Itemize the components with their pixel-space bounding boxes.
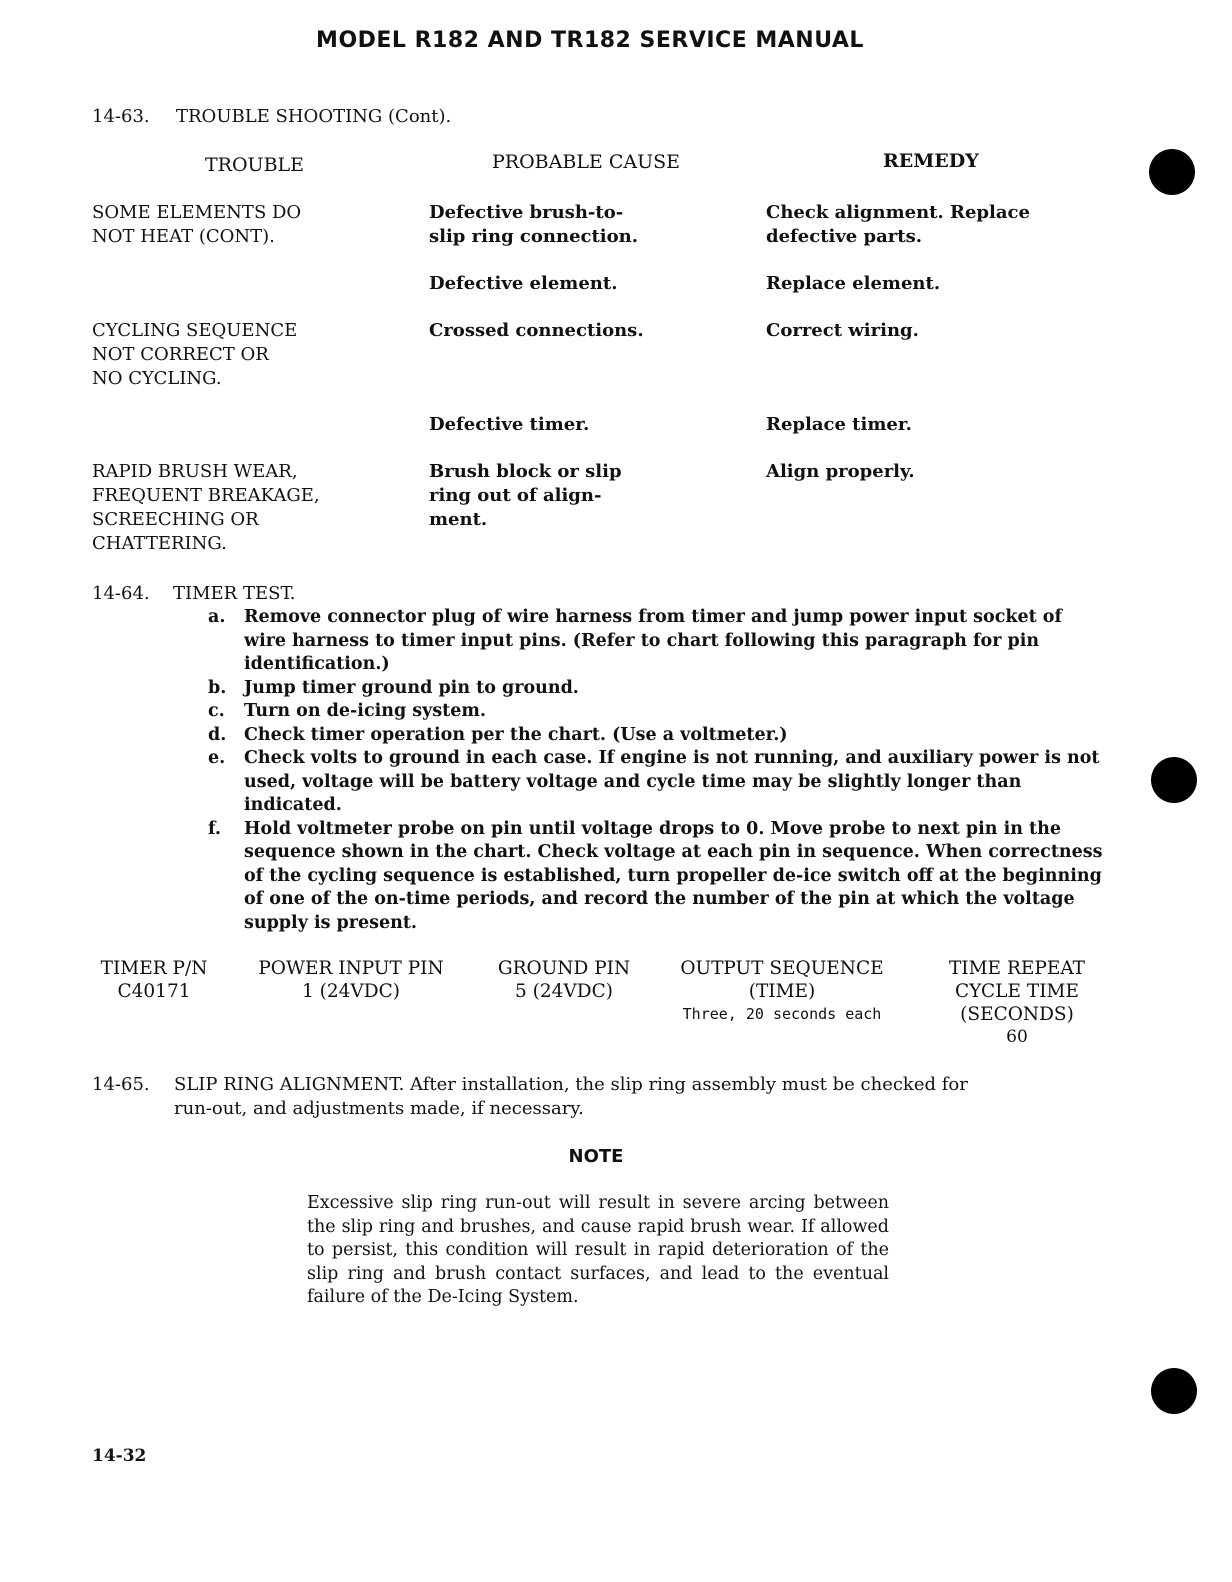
step-f: f. Hold voltmeter probe on pin until voltage drops to 0. Move probe to next pin in the sequence shown in the chart. Check voltage at each pin in sequence. When correctness of the cycling sequence is established, turn propeller de-ice switch off at the beginning of one of the on-time periods, and record the number of the pin at which the voltage supply is present. bbox=[208, 818, 1103, 933]
step-a: a. Remove connector plug of wire harness from timer and jump power input socket of wire harness to timer input pins. (Refer to chart following this paragraph for pin identification.) bbox=[208, 607, 1062, 674]
step-e: e. Check volts to ground in each case. If engine is not running, and auxiliary power is not used, voltage will be battery voltage and cycle time may be slightly longer than indicated. bbox=[208, 748, 1100, 815]
ground-pin-value: 5 (24VDC) bbox=[515, 981, 613, 1002]
trouble-line: CYCLING SEQUENCE bbox=[92, 320, 298, 341]
manual-title: MODEL R182 AND TR182 SERVICE MANUAL bbox=[316, 28, 864, 53]
cause-line: Defective brush-to- bbox=[429, 202, 624, 223]
trouble-cell bbox=[92, 319, 392, 391]
step-d: d. Check timer operation per the chart. (Use a voltmeter.) bbox=[208, 724, 788, 745]
remedy-cell bbox=[766, 413, 1086, 437]
cycle-time-value: 60 bbox=[1006, 1027, 1028, 1047]
remedy-line: Align properly. bbox=[766, 461, 915, 482]
note-text: Excessive slip ring run-out will result in severe arcing between the slip ring and brushes, and cause rapid brush wear. If allowed to persist, this condition will result in rapid deterioration of the slip ring and brush contact surfaces, and lead to the eventual failure of the De-Icing System. bbox=[307, 1193, 889, 1307]
cause-line: Brush block or slip bbox=[429, 461, 622, 482]
trouble-line: FREQUENT BREAKAGE, bbox=[92, 485, 320, 506]
cause-line: Crossed connections. bbox=[429, 320, 644, 341]
trouble-line: SCREECHING OR bbox=[92, 509, 259, 530]
cause-cell bbox=[429, 319, 739, 343]
cause-line: ring out of align- bbox=[429, 485, 602, 506]
trouble-line: NOT HEAT (CONT). bbox=[92, 226, 275, 247]
step-c: c. Turn on de-icing system. bbox=[208, 701, 487, 721]
power-input-value: 1 (24VDC) bbox=[302, 981, 400, 1002]
remedy-cell bbox=[766, 201, 1086, 249]
remedy-line: Check alignment. Replace bbox=[766, 202, 1030, 223]
remedy-cell bbox=[766, 460, 1086, 484]
timer-col-ground: GROUND PIN 5 (24VDC) bbox=[487, 957, 641, 1003]
section-1464-title: TIMER TEST. bbox=[173, 583, 296, 604]
section-1465-number: 14-65. bbox=[92, 1074, 150, 1095]
timer-test-steps bbox=[208, 606, 1108, 935]
remedy-line: Replace timer. bbox=[766, 414, 912, 435]
section-1463-title: TROUBLE SHOOTING (Cont). bbox=[176, 106, 452, 127]
cause-line: ment. bbox=[429, 509, 488, 530]
note-title: NOTE bbox=[568, 1146, 624, 1167]
trouble-line: SOME ELEMENTS DO bbox=[92, 202, 302, 223]
cause-cell bbox=[429, 272, 739, 296]
trouble-cell bbox=[92, 460, 392, 556]
cause-cell bbox=[429, 413, 739, 437]
trouble-cell bbox=[92, 201, 392, 249]
timer-col-output: OUTPUT SEQUENCE (TIME) Three, 20 seconds each bbox=[662, 957, 902, 1026]
cause-line: Defective timer. bbox=[429, 414, 590, 435]
trouble-line: CHATTERING. bbox=[92, 533, 227, 554]
section-1465-line1: SLIP RING ALIGNMENT. After installation, the slip ring assembly must be checked for bbox=[174, 1074, 968, 1095]
trouble-line: NO CYCLING. bbox=[92, 368, 222, 389]
cause-cell bbox=[429, 201, 739, 249]
remedy-line: Correct wiring. bbox=[766, 320, 919, 341]
remedy-cell bbox=[766, 272, 1086, 296]
column-header-cause: PROBABLE CAUSE bbox=[492, 151, 680, 173]
column-header-trouble: TROUBLE bbox=[205, 154, 305, 176]
cause-line: Defective element. bbox=[429, 273, 618, 294]
column-header-remedy: REMEDY bbox=[883, 150, 979, 172]
section-1463-number: 14-63. bbox=[92, 106, 150, 127]
section-1465-line2: run-out, and adjustments made, if necessary. bbox=[174, 1098, 584, 1119]
timer-col-repeat: TIME REPEAT CYCLE TIME (SECONDS) 60 bbox=[930, 957, 1104, 1049]
cause-line: slip ring connection. bbox=[429, 226, 638, 247]
trouble-line: RAPID BRUSH WEAR, bbox=[92, 461, 298, 482]
page-number: 14-32 bbox=[92, 1446, 147, 1466]
revision-dot bbox=[1151, 1368, 1197, 1414]
trouble-line: NOT CORRECT OR bbox=[92, 344, 269, 365]
section-1464-number: 14-64. bbox=[92, 583, 150, 604]
remedy-line: defective parts. bbox=[766, 226, 922, 247]
remedy-cell bbox=[766, 319, 1086, 343]
remedy-line: Replace element. bbox=[766, 273, 941, 294]
timer-col-pn: TIMER P/N C40171 bbox=[90, 957, 218, 1003]
output-sequence-value: Three, 20 seconds each bbox=[682, 1005, 882, 1023]
timer-pn-value: C40171 bbox=[117, 981, 191, 1002]
revision-dot bbox=[1151, 757, 1197, 803]
timer-col-power: POWER INPUT PIN 1 (24VDC) bbox=[243, 957, 459, 1003]
revision-dot bbox=[1149, 149, 1195, 195]
step-b: b. Jump timer ground pin to ground. bbox=[208, 677, 579, 698]
cause-cell bbox=[429, 460, 739, 532]
